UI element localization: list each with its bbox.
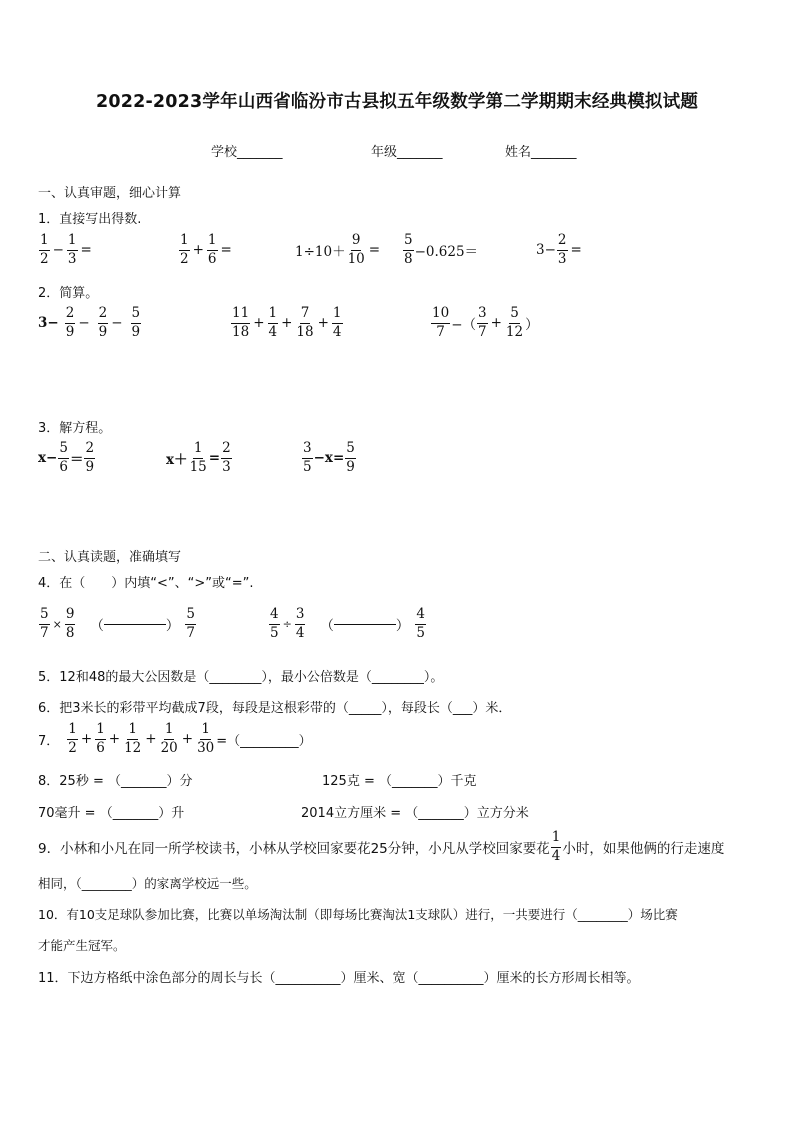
q11-text: 11．下边方格纸中涂色部分的周长与长（__________）厘米、宽（__________）厘米的长方形周长相等。 [38,971,640,986]
q8-b: 125克 = （_______）千克 [322,774,477,789]
q3-eq-3: $\frac{3}{5}$ −x= $\frac{5}{9}$ [303,440,355,475]
section-1-heading: 一、认真审题，细心计算 [38,186,182,201]
q1-item-4: $\frac{5}{8}$ −0.625＝ [404,232,479,267]
q9-line-1: 9．小林和小凡在同一所学校读书，小林从学校回家要花25分钟，小凡从学校回家要花 $\frac{1}{4}$ 小时，如果他俩的行走速度 [38,829,725,864]
q8-d: 2014立方厘米 = （_______）立方分米 [301,806,529,821]
q4-compare-1: $\frac{5}{7}$ × $\frac{9}{8}$ （ ） $\frac{5}{7}$ [40,606,195,641]
fraction: $\frac{9}{10}$ [347,232,365,267]
section-2-heading: 二、认真读题，准确填写 [38,550,182,565]
fraction: $\frac{2}{3}$ [557,232,567,267]
q5-text: 5．12和48的最大公因数是（________），最小公倍数是（________）。 [38,670,444,685]
q6-text: 6．把3米长的彩带平均截成7段，每段是这根彩带的（_____），每段长（___）米． [38,701,512,716]
q9-line-2: 相同，（________）的家离学校远一些。 [38,876,257,891]
q2-expr-1: 3− $\frac{2}{9}$ − $\frac{2}{9}$ − $\frac{5}{9}$ [38,305,141,340]
q1-label: 1．直接写出得数. [38,212,142,227]
q3-eq-1: x− $\frac{5}{6}$ ＝ $\frac{2}{9}$ [38,440,95,475]
fraction: $\frac{5}{8}$ [404,232,413,267]
q1-item-5: 3− $\frac{2}{3}$ = [536,232,582,267]
q1-item-2: $\frac{1}{2}$ + $\frac{1}{6}$ = [180,232,232,267]
fraction: $\frac{1}{2}$ [40,232,49,267]
q1-item-3: 1÷10＋ $\frac{9}{10}$ = [295,232,381,267]
q2-expr-2: $\frac{11}{18}$ + $\frac{1}{4}$ + $\frac{7}{18}$ + $\frac{1}{4}$ [232,305,342,340]
q4-label: 4．在（ ）内填“<”、“>”或“=”. [38,576,254,591]
q10-line-1: 10．有10支足球队参加比赛，比赛以单场淘汰制（即每场比赛淘汰1支球队）进行，一共要进行（________）场比赛 [38,907,678,922]
page-title: 2022-2023学年山西省临汾市古县拟五年级数学第二学期期末经典模拟试题 [95,92,699,112]
q3-label: 3．解方程。 [38,421,112,436]
q10-line-2: 才能产生冠军。 [38,938,126,953]
name-field: 姓名_______ [505,145,577,160]
fraction: $\frac{1}{6}$ [207,232,217,267]
q7-expr: 7． $\frac{1}{2}$ + $\frac{1}{6}$ + $\frac{1}{12}$ + $\frac{1}{20}$ + $\frac{1}{30}$ =（_________） [38,721,312,756]
q8-c: 70毫升 = （_______）升 [38,806,185,821]
fraction: $\frac{1}{3}$ [67,232,77,267]
q3-eq-2: x＋ $\frac{1}{15}$ = $\frac{2}{3}$ [166,440,231,475]
answer-blank[interactable] [334,624,396,625]
q4-compare-2: $\frac{4}{5}$ ÷ $\frac{3}{4}$ （ ） $\frac{4}{5}$ [270,606,425,641]
q2-label: 2．简算。 [38,286,99,301]
fraction: $\frac{1}{2}$ [180,232,189,267]
answer-blank[interactable] [104,624,166,625]
q8-a: 8．25秒 = （_______）分 [38,774,193,789]
grade-field: 年级_______ [371,145,443,160]
q1-item-1: $\frac{1}{2}$ − $\frac{1}{3}$ = [40,232,92,267]
school-field: 学校_______ [211,145,283,160]
q2-expr-3: $\frac{10}{7}$ −（ $\frac{3}{7}$ + $\frac{5}{12}$ ） [432,305,539,340]
